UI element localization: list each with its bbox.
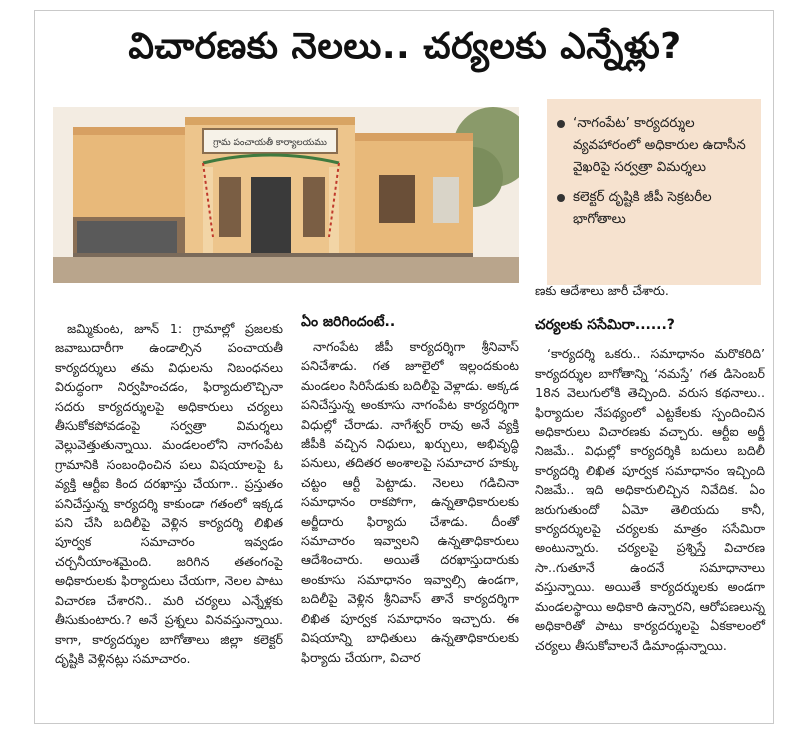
headline: విచారణకు నెలలు.. చర్యలకు ఎన్నేళ్లు?	[128, 26, 682, 67]
article-paragraph: నాగంపేట జీపీ కార్యదర్శిగా శ్రీనివాస్ పనిచేశాడు. గత జూలైలో ఇల్లందకుంట మండలం సిరిసేడుకు బదిలీపై వెళ్లాడు. అక్కడ పనిచేస్తున్న అంకూసు నాగంపేట కార్యదర్శిగా విధుల్లో చేరాడు. నాగేశ్వర్ రావు అనే వ్యక్తి జీపీకి వచ్చిన నిధులు, ఖర్చులు, అభివృద్ధి పనులు, తదితర అంశాలపై సమాచార హక్కు చట్టం ఆర్టీ పెట్టాడు. నెలలు గడిచినా సమాధానం రాకపోగా, ఉన్నతాధికారులకు అర్జీదారు ఫిర్యాదు చేశాడు. దీంతో సమాచారం ఇవ్వాలని ఉన్నతాధికారులు ఆదేశించారు. అయితే దరఖాస్తుదారుకు అంకూసు సమాధానం ఇవ్వాల్సి ఉండగా, బదిలీపై వెళ్లిన శ్రీనివాస్ తానే కార్యదర్శిగా లిఖిత పూర్వక సమాధానం ఇచ్చారు. ఈ విషయాన్ని బాధితులు ఉన్నతాధికారులకు ఫిర్యాదు చేయగా, విచార	[301, 339, 519, 665]
highlight-item	[557, 187, 753, 231]
highlight-text: ‘నాగంపేట’ కార్యదర్శుల వ్యవహారంలో అధికారుల ఉదాసీన వైఖరిపై సర్వత్రా విమర్శలు	[573, 116, 746, 175]
article-paragraph: ‘కార్యదర్శి ఒకరు.. సమాధానం మరొకరిది’ కార్యదర్శుల బాగోతాన్ని ‘నమస్తే’ గత డిసెంబర్ 18న వెలుగులోకి తెచ్చింది. వరుస కథనాలు.. ఫిర్యాదుల నేపథ్యంలో ఎట్టకేలకు స్పందించిన అధికారులు విచారణకు వచ్చారు. ఆర్టీఐ అర్జీ నిజమే.. విధుల్లో కార్యదర్శికి బదులు బదిలీ కార్యదర్శి లిఖిత పూర్వక సమాధానం ఇచ్చింది నిజమే.. ఇది అధికారులిచ్చిన నివేదిక. ఏం జరుగుతుందో ఏమో తెలియదు కానీ, కార్యదర్శులపై చర్యలకు మాత్రం ససేమిరా అంటున్నారు. చర్యలపై ప్రశ్నిస్తే విచారణ సా..గుతూనే ఉందనే సమాధానాలు వస్తున్నాయి. అయితే కార్యదర్శులకు అండగా మండలస్థాయి అధికారి ఉన్నారని, ఆరోపణలున్న అధికారితో పాటు కార్యదర్శులపై ఏకకాలంలో చర్యలు తీసుకోవాలనే డిమాండ్లున్నాయి.	[535, 346, 765, 653]
bullet-icon	[557, 120, 565, 128]
article-column-1	[55, 319, 283, 668]
bullet-icon	[557, 194, 565, 202]
highlight-item	[557, 113, 753, 179]
section-heading: ఏం జరిగిందంటే..	[301, 314, 396, 330]
highlights-box	[547, 99, 761, 285]
article-column-3	[535, 283, 765, 655]
highlight-text: కలెక్టర్ దృష్టికి జీపీ సెక్రటరీల భాగోతాలు	[573, 190, 712, 227]
newspaper-clipping	[34, 10, 774, 724]
continued-line: ణకు ఆదేశాలు జారీ చేశారు.	[535, 283, 669, 298]
building-illustration	[53, 107, 519, 283]
sign-board-text: గ్రామ పంచాయతీ కార్యాలయము	[213, 138, 327, 148]
article-paragraph: జమ్మికుంట, జూన్ 1: గ్రామాల్లో ప్రజలకు జవాబుదారీగా ఉండాల్సిన పంచాయతీ కార్యదర్శులు తమ విధులను నిబంధనలు విరుద్ధంగా నిర్వహించడం, ఫిర్యాదులొచ్చినా సదరు కార్యదర్శులపై అధికారులు చర్యలు తీసుకోకపోవడంపై సర్వత్రా విమర్శలు వెల్లువెత్తుతున్నాయి. మండలంలోని నాగంపేట గ్రామానికి సంబంధించిన పలు విషయాలపై ఓ వ్యక్తి ఆర్టీఐ కింద దరఖాస్తు చేయగా.. ప్రస్తుతం పనిచేస్తున్న కార్యదర్శి కాకుండా గతంలో ఇక్కడ పని చేసి బదిలీపై వెళ్లిన కార్యదర్శి లిఖిత పూర్వక సమాచారం ఇవ్వడం చర్చనీయాంశమైంది. జరిగిన తతంగంపై అధికారులకు ఫిర్యాదులు చేయగా, నెలల పాటు విచారణ చేశారని.. మరి చర్యలు ఎన్నేళ్లకు తీసుకుంటారు.? అనే ప్రశ్నలు వినవస్తున్నాయి. కాగా, కార్యదర్శుల బాగోతాలు జిల్లా కలెక్టర్ దృష్టికి వెళ్లినట్లు సమాచారం.	[55, 321, 283, 666]
panchayat-office-photo	[53, 107, 519, 283]
article-column-2	[301, 311, 519, 667]
section-heading: చర్యలకు ససేమిరా......?	[535, 317, 675, 334]
